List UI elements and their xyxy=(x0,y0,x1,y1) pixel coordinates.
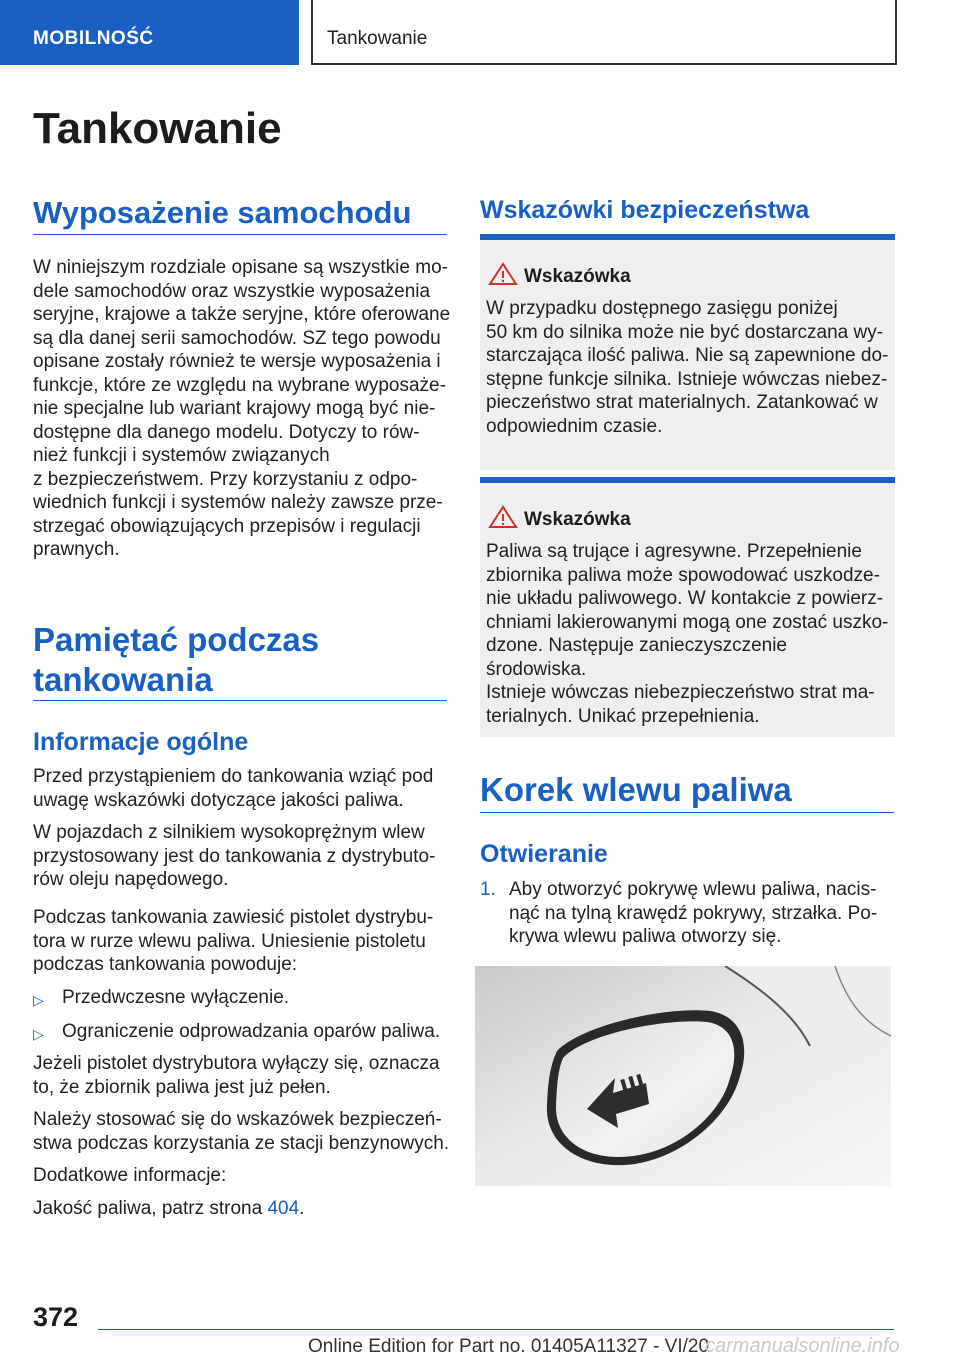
text-line: W pojazdach z silnikiem wysokoprężnym wlew xyxy=(33,822,425,843)
text-line: nie specjalne lub wariant krajowy mogą być nie‐ xyxy=(33,398,436,419)
edition-note: Online Edition for Part no. 01405A11327 - VI/20 xyxy=(308,1336,710,1357)
bullet-triangle-icon: ▷ xyxy=(33,992,44,1008)
text-line: chniami lakierowanymi mogą one zostać uszko‐ xyxy=(486,611,889,633)
text-line: stwa podczas korzystania ze stacji benzynowych. xyxy=(33,1132,450,1154)
text-line: Podczas tankowania zawiesić pistolet dystrybu‐ xyxy=(33,907,434,928)
section-label: MOBILNOŚĆ xyxy=(33,28,154,49)
text-line: zbiornika paliwa może spowodować uszkodze‐ xyxy=(486,564,880,586)
text-line: stępne funkcje silnika. Istnieje wówczas niebez‐ xyxy=(486,368,888,390)
text-line: Jeżeli pistolet dystrybutora wyłączy się, oznacza xyxy=(33,1053,440,1074)
additional-info-label: Dodatkowe informacje: xyxy=(33,1165,227,1186)
subheading-general-info: Informacje ogólne xyxy=(33,728,249,756)
text-line: tora w rurze wlewu paliwa. Uniesienie pistoletu xyxy=(33,930,426,952)
text-line: podczas tankowania powoduje: xyxy=(33,954,298,975)
fuel-flap-photo xyxy=(475,966,891,1186)
text-line: Aby otworzyć pokrywę wlewu paliwa, nacis‐ xyxy=(509,879,877,900)
step-number: 1. xyxy=(480,879,496,900)
text-line: strzegać obowiązujących przepisów i regulacji xyxy=(33,515,421,537)
text-line: z bezpieczeństwem. Przy korzystaniu z odpo‐ xyxy=(33,468,418,490)
fuel-quality-reference xyxy=(33,1197,304,1221)
list-item-text: Przedwczesne wyłączenie. xyxy=(62,987,290,1008)
general-paragraph-5 xyxy=(33,1108,453,1155)
text-line: nąć na tylną krawędź pokrywy, strzałka. Po‐ xyxy=(509,902,878,924)
section-heading-refuel xyxy=(33,620,319,700)
text-line: przystosowany jest do tankowania z dystrybuto‐ xyxy=(33,845,436,867)
text-line: dele samochodów oraz wszystkie wyposażenia xyxy=(33,280,431,302)
text-line: krywa wlewu paliwa otworzy się. xyxy=(509,926,782,947)
text-line: rów oleju napędowego. xyxy=(33,869,229,890)
text-line: terialnych. Unikać przepełnienia. xyxy=(486,705,760,727)
text-line: uwagę wskazówki dotyczące jakości paliwa. xyxy=(33,789,404,811)
watermark: carmanualsonline.info xyxy=(705,1335,900,1357)
page-number: 372 xyxy=(33,1302,79,1332)
warning-box-range xyxy=(480,234,895,470)
warning-text xyxy=(486,297,891,438)
section-heading-safety: Wskazówki bezpieczeństwa xyxy=(480,196,810,224)
footer-rule xyxy=(98,1329,894,1330)
list-item-text: Ograniczenie odprowadzania oparów paliwa. xyxy=(62,1021,441,1042)
text-line: prawnych. xyxy=(33,539,120,560)
text-line: Paliwa są trujące i agresywne. Przepełnienie xyxy=(486,541,862,562)
warning-triangle-icon xyxy=(488,505,518,529)
warning-box-overfill xyxy=(480,477,895,737)
text-line: odpowiednim czasie. xyxy=(486,415,663,437)
text-line: wiednich funkcji i systemów należy zawsze prze‐ xyxy=(33,492,443,513)
warning-title: Wskazówka xyxy=(524,266,631,287)
fuel-flap-illustration xyxy=(475,966,891,1186)
text-line: Należy stosować się do wskazówek bezpieczeń‐ xyxy=(33,1109,442,1130)
text-line: Przed przystąpieniem do tankowania wziąć pod xyxy=(33,766,434,787)
text-line: nież funkcji i systemów związanych xyxy=(33,445,330,466)
section-heading-fuel-cap: Korek wlewu paliwa xyxy=(480,771,792,808)
text-line: nie układu paliwowego. W kontakcie z powierz‐ xyxy=(486,588,884,609)
chapter-label: Tankowanie xyxy=(327,28,428,49)
general-paragraph-2 xyxy=(33,821,453,892)
text-line: to, że zbiornik paliwa jest już pełen. xyxy=(33,1076,331,1098)
text-line: seryjne, krajowe a także seryjne, które oferowane xyxy=(33,304,451,325)
warning-triangle-icon xyxy=(488,262,518,286)
general-paragraph-3 xyxy=(33,906,453,977)
warning-text xyxy=(486,540,891,728)
page-title: Tankowanie xyxy=(33,104,282,153)
heading-rule xyxy=(33,700,447,701)
text-line: dostępne dla danego modelu. Dotyczy to rów‐ xyxy=(33,421,420,443)
step-text xyxy=(509,878,899,949)
text-line: W przypadku dostępnego zasięgu poniżej xyxy=(486,298,838,319)
chapter-box xyxy=(311,0,897,65)
text-line: opisane zostały również te wersje wyposażenia i xyxy=(33,351,441,372)
warning-title: Wskazówka xyxy=(524,509,631,530)
text-line: 50 km do silnika może nie być dostarczana wy‐ xyxy=(486,321,884,343)
bullet-triangle-icon: ▷ xyxy=(33,1026,44,1042)
reference-suffix: . xyxy=(299,1198,305,1219)
text-line: dzone. Następuje zanieczyszczenie środowiska. xyxy=(486,635,788,680)
general-paragraph-1 xyxy=(33,765,453,812)
page-link[interactable]: 404 xyxy=(267,1198,300,1219)
text-line: Istnieje wówczas niebezpieczeństwo strat ma‐ xyxy=(486,682,875,703)
heading-line: tankowania xyxy=(33,661,213,698)
section-heading-equipment: Wyposażenie samochodu xyxy=(33,195,412,230)
heading-rule xyxy=(33,234,447,235)
section-tab xyxy=(0,0,299,65)
text-line: są dla danej serii samochodów. SZ tego powodu xyxy=(33,327,441,349)
heading-rule xyxy=(480,812,894,813)
general-paragraph-4 xyxy=(33,1052,453,1099)
subheading-opening: Otwieranie xyxy=(480,840,608,868)
reference-text: Jakość paliwa, patrz strona xyxy=(33,1198,268,1219)
text-line: funkcje, które ze względu na wybrane wyposaże‐ xyxy=(33,374,446,396)
equipment-paragraph xyxy=(33,256,453,562)
text-line: starczająca ilość paliwa. Nie są zapewnione do‐ xyxy=(486,345,889,366)
text-line: pieczeństwo strat materialnych. Zatankować w xyxy=(486,392,878,413)
heading-line: Pamiętać podczas xyxy=(33,621,320,658)
text-line: W niniejszym rozdziale opisane są wszystkie mo‐ xyxy=(33,257,448,278)
